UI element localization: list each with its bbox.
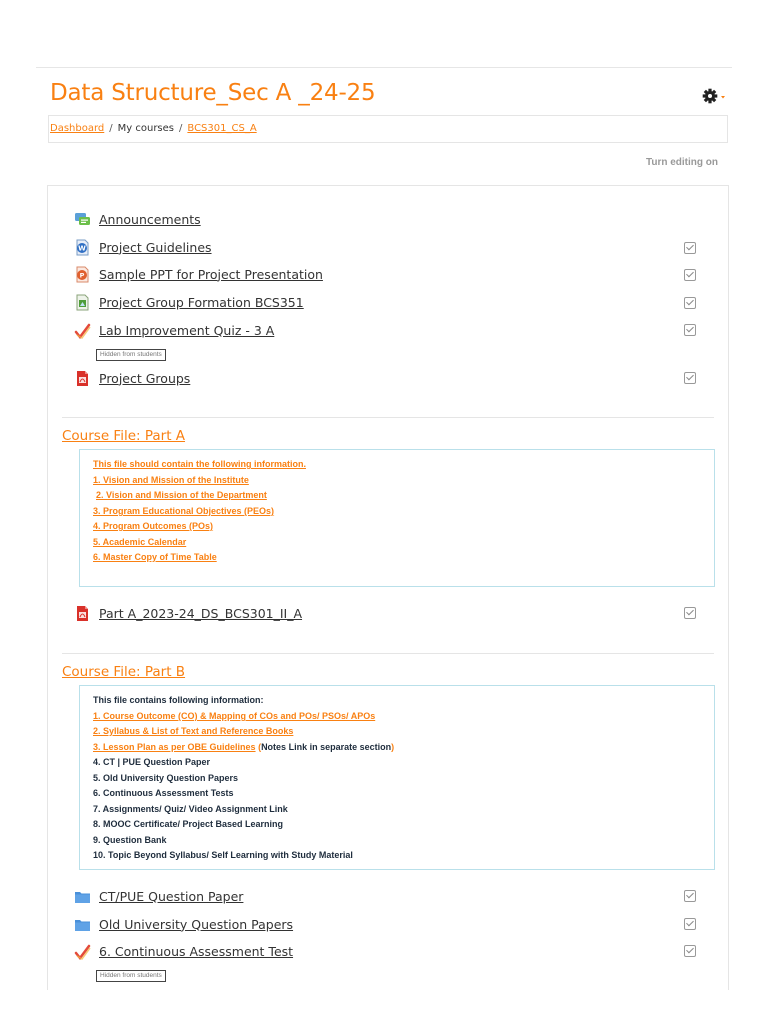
paren-close: ) <box>391 742 395 752</box>
svg-text:W: W <box>78 244 86 252</box>
completion-checkbox[interactable] <box>684 242 696 254</box>
activity-project-guidelines[interactable] <box>74 237 212 257</box>
activity-link[interactable]: Part A_2023-24_DS_BCS301_II_A <box>99 605 303 621</box>
turn-editing-on-button[interactable]: Turn editing on <box>645 157 718 168</box>
summary-line[interactable]: 5. Academic Calendar <box>93 537 187 547</box>
summary-intro: This file contains following information: <box>93 695 264 705</box>
breadcrumb-dashboard-link[interactable]: Dashboard <box>50 123 105 134</box>
completion-checkbox[interactable] <box>684 324 696 336</box>
breadcrumb <box>50 123 257 134</box>
course-settings-menu[interactable] <box>702 87 730 105</box>
summary-line: 4. CT | PUE Question Paper <box>93 757 211 767</box>
summary-line: 10. Topic Beyond Syllabus/ Self Learning with Study Material <box>93 850 353 860</box>
hidden-from-students-badge: Hidden from students <box>96 349 166 361</box>
breadcrumb-my-courses: My courses <box>117 123 175 134</box>
activity-link[interactable]: Sample PPT for Project Presentation <box>99 266 323 282</box>
activity-link[interactable]: Project Guidelines <box>99 239 212 255</box>
summary-line[interactable]: 2. Vision and Mission of the Department <box>96 490 267 500</box>
activity-link[interactable]: Announcements <box>99 211 201 227</box>
powerpoint-icon <box>74 266 91 283</box>
activity-link[interactable]: Lab Improvement Quiz - 3 A <box>99 322 275 338</box>
summary-line[interactable]: 4. Program Outcomes (POs) <box>93 521 214 531</box>
activity-link[interactable]: 6. Continuous Assessment Test <box>99 943 294 959</box>
folder-icon <box>74 916 91 933</box>
summary-line: 5. Old University Question Papers <box>93 773 239 783</box>
section-divider <box>62 653 714 654</box>
svg-text:P: P <box>79 271 85 279</box>
completion-checkbox[interactable] <box>684 890 696 902</box>
section-divider <box>62 417 714 418</box>
activity-project-group-formation[interactable] <box>74 292 304 312</box>
summary-line[interactable]: This file should contain the following information. <box>93 459 306 469</box>
activity-ct-pue-question-paper[interactable] <box>74 886 243 906</box>
activity-lab-improvement-quiz[interactable] <box>74 320 274 340</box>
breadcrumb-course-link[interactable]: BCS301_CS_A <box>187 123 257 134</box>
section-title-part-a[interactable]: Course File: Part A <box>62 428 186 444</box>
activity-link[interactable]: CT/PUE Question Paper <box>99 888 244 904</box>
activity-link[interactable]: Project Groups <box>99 370 191 386</box>
folder-icon <box>74 888 91 905</box>
summary-line[interactable]: 2. Syllabus & List of Text and Reference Books <box>93 726 294 736</box>
header-divider <box>36 67 732 68</box>
summary-line[interactable]: 6. Master Copy of Time Table <box>93 552 217 562</box>
activity-old-university-question-papers[interactable] <box>74 914 293 934</box>
summary-line: 8. MOOC Certificate/ Project Based Learning <box>93 819 284 829</box>
pdf-icon <box>74 605 91 622</box>
lesson-plan-link[interactable]: 3. Lesson Plan as per OBE Guidelines <box>93 742 256 752</box>
completion-checkbox[interactable] <box>684 607 696 619</box>
gear-icon <box>702 87 730 105</box>
summary-line: 9. Question Bank <box>93 835 167 845</box>
activity-part-a-file[interactable] <box>74 603 302 623</box>
word-doc-icon <box>74 239 91 256</box>
forum-icon <box>74 211 91 228</box>
chevron-down-icon <box>721 96 725 99</box>
activity-continuous-assessment-test[interactable] <box>74 941 293 961</box>
summary-line-lesson-plan <box>93 742 394 752</box>
summary-line: 6. Continuous Assessment Tests <box>93 788 234 798</box>
file-icon <box>74 294 91 311</box>
notes-link-note: Notes Link in separate section <box>261 742 392 752</box>
breadcrumb-separator: / <box>179 123 183 134</box>
completion-checkbox[interactable] <box>684 945 696 957</box>
quiz-icon <box>74 943 91 960</box>
breadcrumb-separator: / <box>109 123 113 134</box>
completion-checkbox[interactable] <box>684 372 696 384</box>
activity-link[interactable]: Project Group Formation BCS351 <box>99 294 304 310</box>
quiz-icon <box>74 322 91 339</box>
summary-line[interactable]: 1. Course Outcome (CO) & Mapping of COs and POs/ PSOs/ APOs <box>93 711 376 721</box>
activity-link[interactable]: Old University Question Papers <box>99 916 294 932</box>
activity-project-groups[interactable] <box>74 368 190 388</box>
activity-sample-ppt[interactable] <box>74 264 323 284</box>
completion-checkbox[interactable] <box>684 269 696 281</box>
paren-open: ( <box>255 742 262 752</box>
pdf-icon <box>74 370 91 387</box>
completion-checkbox[interactable] <box>684 297 696 309</box>
summary-line[interactable]: 3. Program Educational Objectives (PEOs) <box>93 506 275 516</box>
section-summary-part-a <box>79 449 715 587</box>
page-title: Data Structure_Sec A _24-25 <box>50 80 376 106</box>
summary-line: 7. Assignments/ Quiz/ Video Assignment Link <box>93 804 288 814</box>
activity-announcements[interactable] <box>74 209 201 229</box>
completion-checkbox[interactable] <box>684 918 696 930</box>
summary-line[interactable]: 1. Vision and Mission of the Institute <box>93 475 249 485</box>
hidden-from-students-badge: Hidden from students <box>96 970 166 982</box>
section-title-part-b[interactable]: Course File: Part B <box>62 664 186 680</box>
